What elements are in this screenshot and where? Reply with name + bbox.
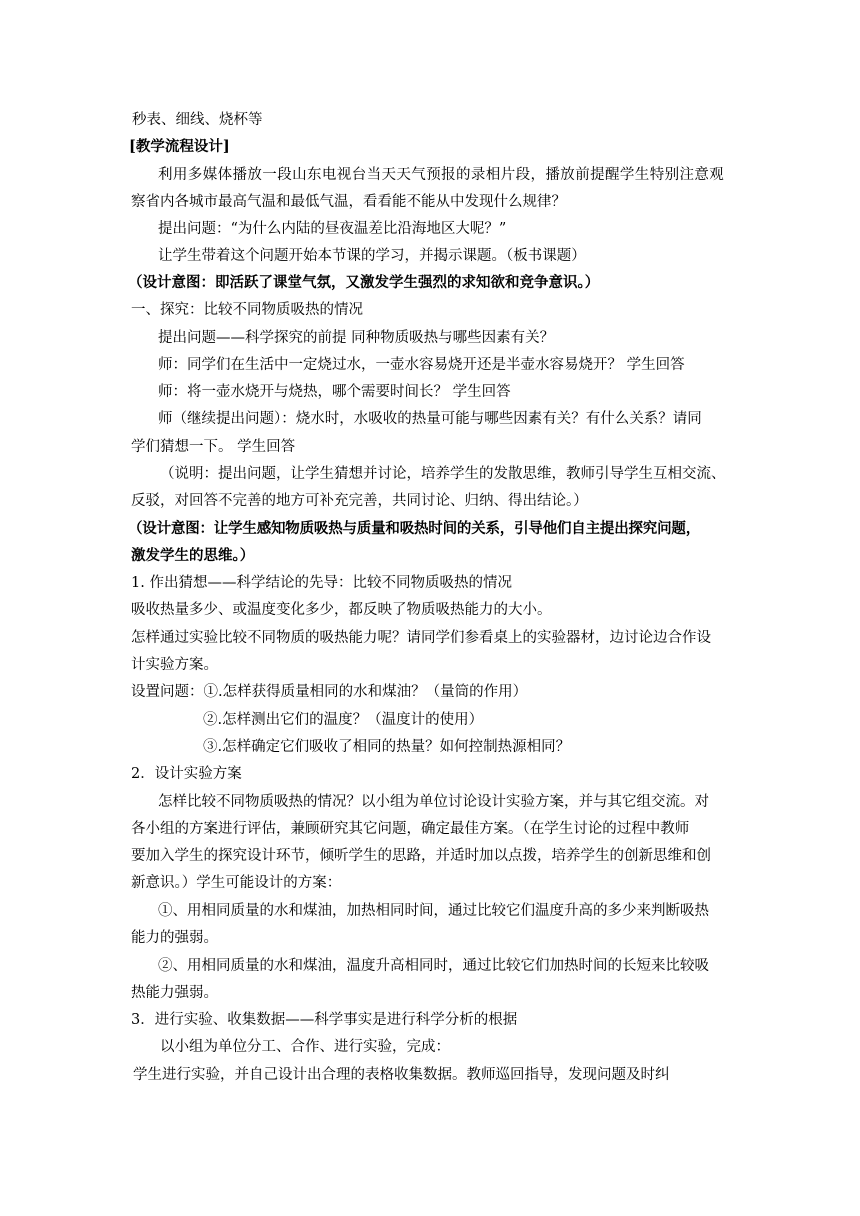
text-line: （说明：提出问题，让学生猜想并讨论，培养学生的发散思维，教师引导学生互相交流、 <box>160 466 726 482</box>
text-line: 热能力强弱。 <box>131 985 218 1001</box>
text-line: 反驳，对回答不完善的地方可补充完善，共同讨论、归纳、得出结论。） <box>131 493 588 509</box>
question-item: ②.怎样测出它们的温度？（温度计的使用） <box>203 712 484 728</box>
design-intent-note: （设计意图：让学生感知物质吸热与质量和吸热时间的关系，引导他们自主提出探究问题， <box>128 520 700 537</box>
text-line: 各小组的方案进行评估，兼顾研究其它问题，确定最佳方案。（在学生讨论的过程中教师 <box>131 821 690 837</box>
numbered-heading: 1. 作出猜想——科学结论的先导：比较不同物质吸热的情况 <box>131 575 512 591</box>
question-item: 设置问题：①.怎样获得质量相同的水和煤油？（量筒的作用） <box>131 684 528 700</box>
text-line: 计实验方案。 <box>131 657 218 673</box>
text-line: 怎样通过实验比较不同物质的吸热能力呢？请同学们参看桌上的实验器材，边讨论边合作设 <box>131 630 711 646</box>
text-line: 学们猜想一下。 学生回答 <box>131 439 296 455</box>
text-line: 怎样比较不同物质吸热的情况？以小组为单位讨论设计实验方案，并与其它组交流。对 <box>158 794 709 810</box>
text-line: 要加入学生的探究设计环节，倾听学生的思路，并适时加以点拨，培养学生的创新思维和创 <box>131 848 711 864</box>
plan-item: ②、用相同质量的水和煤油，温度升高相同时，通过比较它们加热时间的长短来比较吸 <box>158 958 709 974</box>
text-line: 提出问题——科学探究的前提 同种物质吸热与哪些因素有关？ <box>158 330 555 346</box>
text-line: 秒表、细线、烧杯等 <box>132 112 263 128</box>
design-intent-note: 激发学生的思维。） <box>131 547 255 564</box>
text-line: 吸收热量多少、或温度变化多少，都反映了物质吸热能力的大小。 <box>131 602 552 618</box>
text-line: 学生进行实验，并自己设计出合理的表格收集数据。教师巡回指导，发现问题及时纠 <box>133 1067 670 1083</box>
text-line: 师（继续提出问题）：烧水时，水吸收的热量可能与哪些因素有关？有什么关系？请同 <box>158 411 702 427</box>
text-line: 以小组为单位分工、合作、进行实验，完成： <box>160 1039 450 1055</box>
text-line: 师：将一壶水烧开与烧热，哪个需要时间长？ 学生回答 <box>158 384 511 400</box>
numbered-heading: 2．设计实验方案 <box>131 766 242 782</box>
text-line: 能力的强弱。 <box>131 930 218 946</box>
question-item: ③.怎样确定它们吸收了相同的热量？如何控制热源相同？ <box>203 739 571 755</box>
text-line: 让学生带着这个问题开始本节课的学习，并揭示课题。（板书课题） <box>158 248 586 264</box>
section-heading: 一、探究：比较不同物质吸热的情况 <box>131 302 363 318</box>
design-intent-note: （设计意图：即活跃了课堂气氛，又激发学生强烈的求知欲和竞争意识。） <box>128 274 600 291</box>
numbered-heading: 3．进行实验、收集数据——科学事实是进行科学分析的根据 <box>131 1012 518 1028</box>
text-line: 师：同学们在生活中一定烧过水，一壶水容易烧开还是半壶水容易烧开？ 学生回答 <box>158 357 685 373</box>
text-line: 提出问题：“为什么内陆的昼夜温差比沿海地区大呢？” <box>158 221 507 237</box>
plan-item: ①、用相同质量的水和煤油，加热相同时间，通过比较它们温度升高的多少来判断吸热 <box>158 903 709 919</box>
text-line: 利用多媒体播放一段山东电视台当天天气预报的录相片段，播放前提醒学生特别注意观 <box>158 167 725 183</box>
section-heading: [教学流程设计] <box>129 138 230 155</box>
text-line: 察省内各城市最高气温和最低气温，看看能不能从中发现什么规律？ <box>131 194 566 210</box>
text-line: 新意识。）学生可能设计的方案： <box>131 875 342 891</box>
